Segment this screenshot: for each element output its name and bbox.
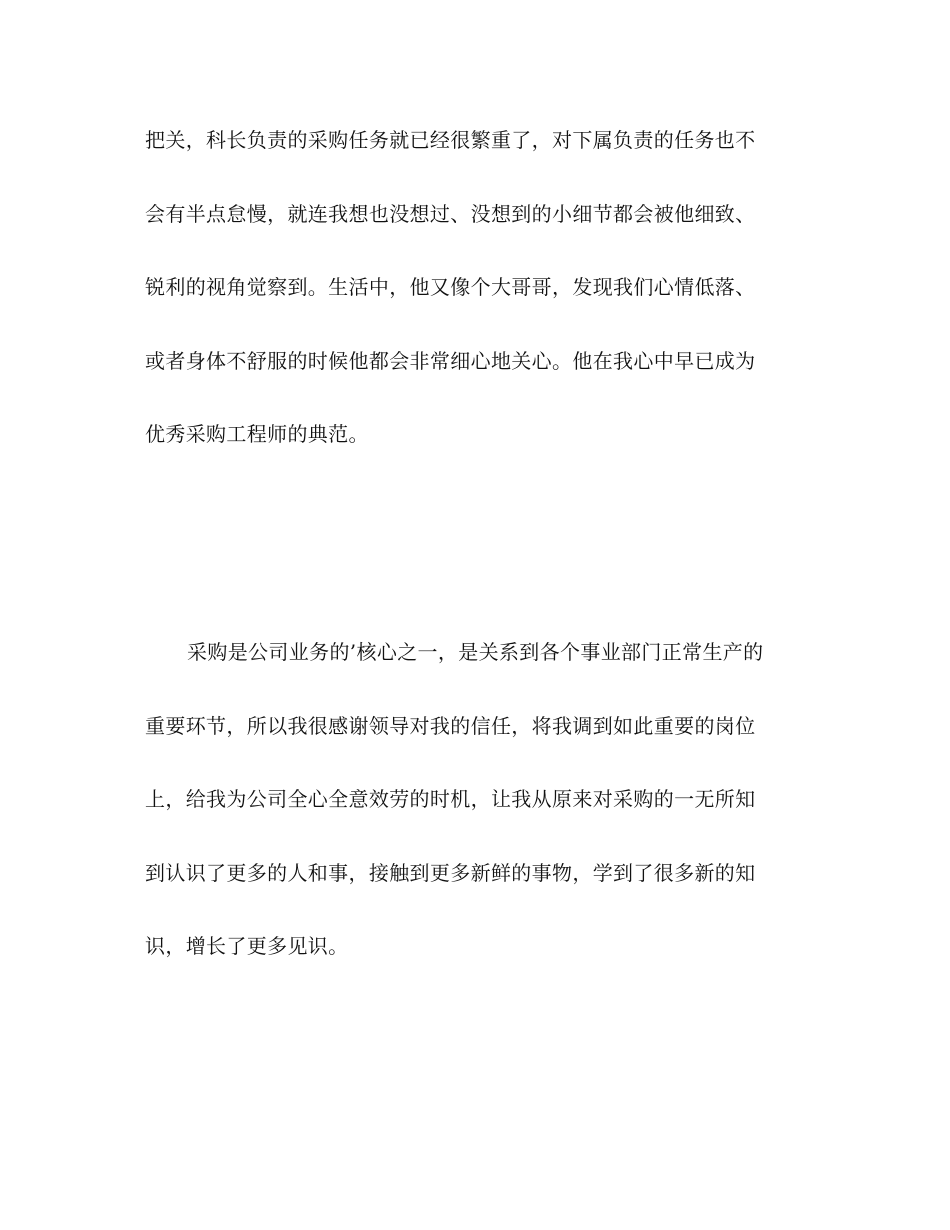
paragraph-1 bbox=[145, 130, 810, 498]
paragraph-line: 会有半点怠慢，就连我想也没想过、没想到的小细节都会被他细致、 bbox=[145, 201, 756, 226]
paragraph-line: 重要环节，所以我很感谢领导对我的信任，将我调到如此重要的岗位 bbox=[145, 713, 756, 738]
paragraph-line: 采购是公司业务的’核心之一，是关系到各个事业部门正常生产的 bbox=[187, 640, 764, 664]
paragraph-line: 到认识了更多的人和事，接触到更多新鲜的事物，学到了很多新的知 bbox=[145, 860, 756, 885]
paragraph-line: 把关，科长负责的采购任务就已经很繁重了，对下属负责的任务也不 bbox=[145, 128, 756, 152]
paragraph-line: 上，给我为公司全心全意效劳的时机，让我从原来对采购的一无所知 bbox=[145, 787, 756, 811]
paragraph-line: 或者身体不舒服的时候他都会非常细心地关心。他在我心中早已成为 bbox=[145, 348, 756, 373]
paragraph-line: 优秀采购工程师的典范。 bbox=[145, 422, 369, 446]
paragraph-line: 锐利的视角觉察到。生活中，他又像个大哥哥，发现我们心情低落、 bbox=[145, 275, 756, 299]
paragraph-line: 识，增长了更多见识。 bbox=[145, 934, 349, 958]
paragraph-2 bbox=[145, 642, 810, 1010]
